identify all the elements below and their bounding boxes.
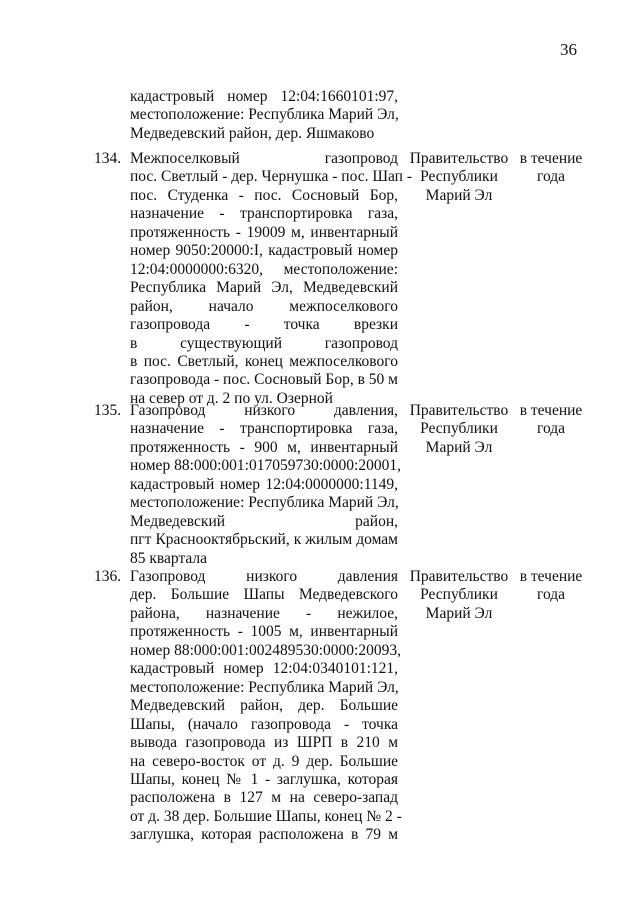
- entry-text-line: газопровода - точка врезки: [130, 316, 398, 334]
- entry-text-line: Газопровод низкого давления,: [130, 402, 398, 419]
- entry-term: года: [536, 586, 566, 604]
- entry-responsible: Республики: [420, 168, 498, 186]
- entry-text-line: 85 квартала: [130, 549, 208, 567]
- entry-text-line: район, начало межпоселкового: [130, 297, 398, 315]
- entry-text-line: протяженность - 900 м, инвентарный: [130, 438, 398, 456]
- entry-text-line: назначение - транспортировка газа,: [130, 420, 398, 438]
- entry-text-line: номер 9050:20000:I, кадастровый номер: [130, 242, 398, 260]
- entry-text-line: пос. Светлый - дер. Чернушка - пос. Шап -: [130, 168, 412, 186]
- entry-text-line: на северо-восток от д. 9 дер. Большие: [130, 752, 398, 770]
- entry-text-line: номер 88:000:001:017059730:0000:20001,: [130, 457, 401, 475]
- entry-responsible: Марий Эл: [425, 604, 493, 622]
- entry-number: 135.: [94, 402, 122, 419]
- entry-text-line: Шапы, конец № 1 - заглушка, которая: [130, 770, 398, 788]
- entry-text-line: пгт Краснооктябрьский, к жилым домам: [130, 531, 398, 549]
- continuation-line: местоположение: Республика Марий Эл,: [130, 106, 399, 124]
- entry-text-line: Шапы, (начало газопровода - точка: [130, 715, 398, 733]
- entry-text-line: протяженность - 19009 м, инвентарный: [130, 223, 398, 241]
- entry-term: года: [536, 168, 566, 186]
- entry-text-line: Газопровод низкого давления: [130, 568, 398, 585]
- entry-responsible: Республики: [420, 420, 498, 438]
- entry-number: 134.: [94, 150, 122, 167]
- entry-text-line: Республика Марий Эл, Медведевский: [130, 279, 398, 297]
- page-number: 36: [560, 40, 577, 59]
- entry-text-line: дер. Большие Шапы Медведевского: [130, 586, 398, 604]
- entry-responsible: Марий Эл: [425, 186, 493, 204]
- entry-text-line: кадастровый номер 12:04:0000000:1149,: [130, 475, 398, 493]
- entry-responsible: Правительство: [409, 568, 509, 585]
- entry-responsible: Марий Эл: [425, 438, 493, 456]
- entry-text-line: в существующий газопровод: [130, 334, 398, 352]
- entry-text-line: вывода газопровода из ШРП в 210 м: [130, 734, 398, 752]
- continuation-line: кадастровый номер 12:04:1660101:97,: [130, 88, 398, 105]
- entry-text-line: пос. Студенка - пос. Сосновый Бор,: [130, 186, 398, 204]
- entry-text-line: заглушка, которая расположена в 79 м: [130, 826, 398, 844]
- entry-text-line: района, назначение - нежилое,: [130, 604, 398, 622]
- entry-text-line: Медведевский район,: [130, 512, 398, 530]
- entry-responsible: Правительство: [409, 402, 509, 419]
- entry-responsible: Правительство: [409, 150, 509, 167]
- entry-text-line: Межпоселковый газопровод: [130, 150, 398, 167]
- entry-text-line: 12:04:0000000:6320, местоположение:: [130, 260, 398, 278]
- entry-number: 136.: [94, 568, 122, 585]
- entry-text-line: протяженность - 1005 м, инвентарный: [130, 623, 398, 641]
- entry-text-line: на север от д. 2 по ул. Озерной: [130, 389, 333, 407]
- entry-text-line: Медведевский район, дер. Большие: [130, 697, 398, 715]
- entry-term: в течение: [519, 568, 583, 585]
- entry-term: в течение: [519, 150, 583, 167]
- entry-text-line: назначение - транспортировка газа,: [130, 205, 398, 223]
- entry-text-line: расположена в 127 м на северо-запад: [130, 789, 398, 807]
- entry-text-line: в пос. Светлый, конец межпоселкового: [130, 352, 398, 370]
- entry-text-line: от д. 38 дер. Большие Шапы, конец № 2 -: [130, 807, 402, 825]
- continuation-line: Медведевский район, дер. Яшмаково: [130, 124, 375, 142]
- entry-term: года: [536, 420, 566, 438]
- entry-text-line: местоположение: Республика Марий Эл,: [130, 494, 399, 512]
- entry-text-line: кадастровый номер 12:04:0340101:121,: [130, 660, 398, 678]
- entry-text-line: газопровода - пос. Сосновый Бор, в 50 м: [130, 371, 398, 389]
- entry-text-line: номер 88:000:001:002489530:0000:20093,: [130, 641, 401, 659]
- entry-text-line: местоположение: Республика Марий Эл,: [130, 678, 399, 696]
- entry-term: в течение: [519, 402, 583, 419]
- entry-responsible: Республики: [420, 586, 498, 604]
